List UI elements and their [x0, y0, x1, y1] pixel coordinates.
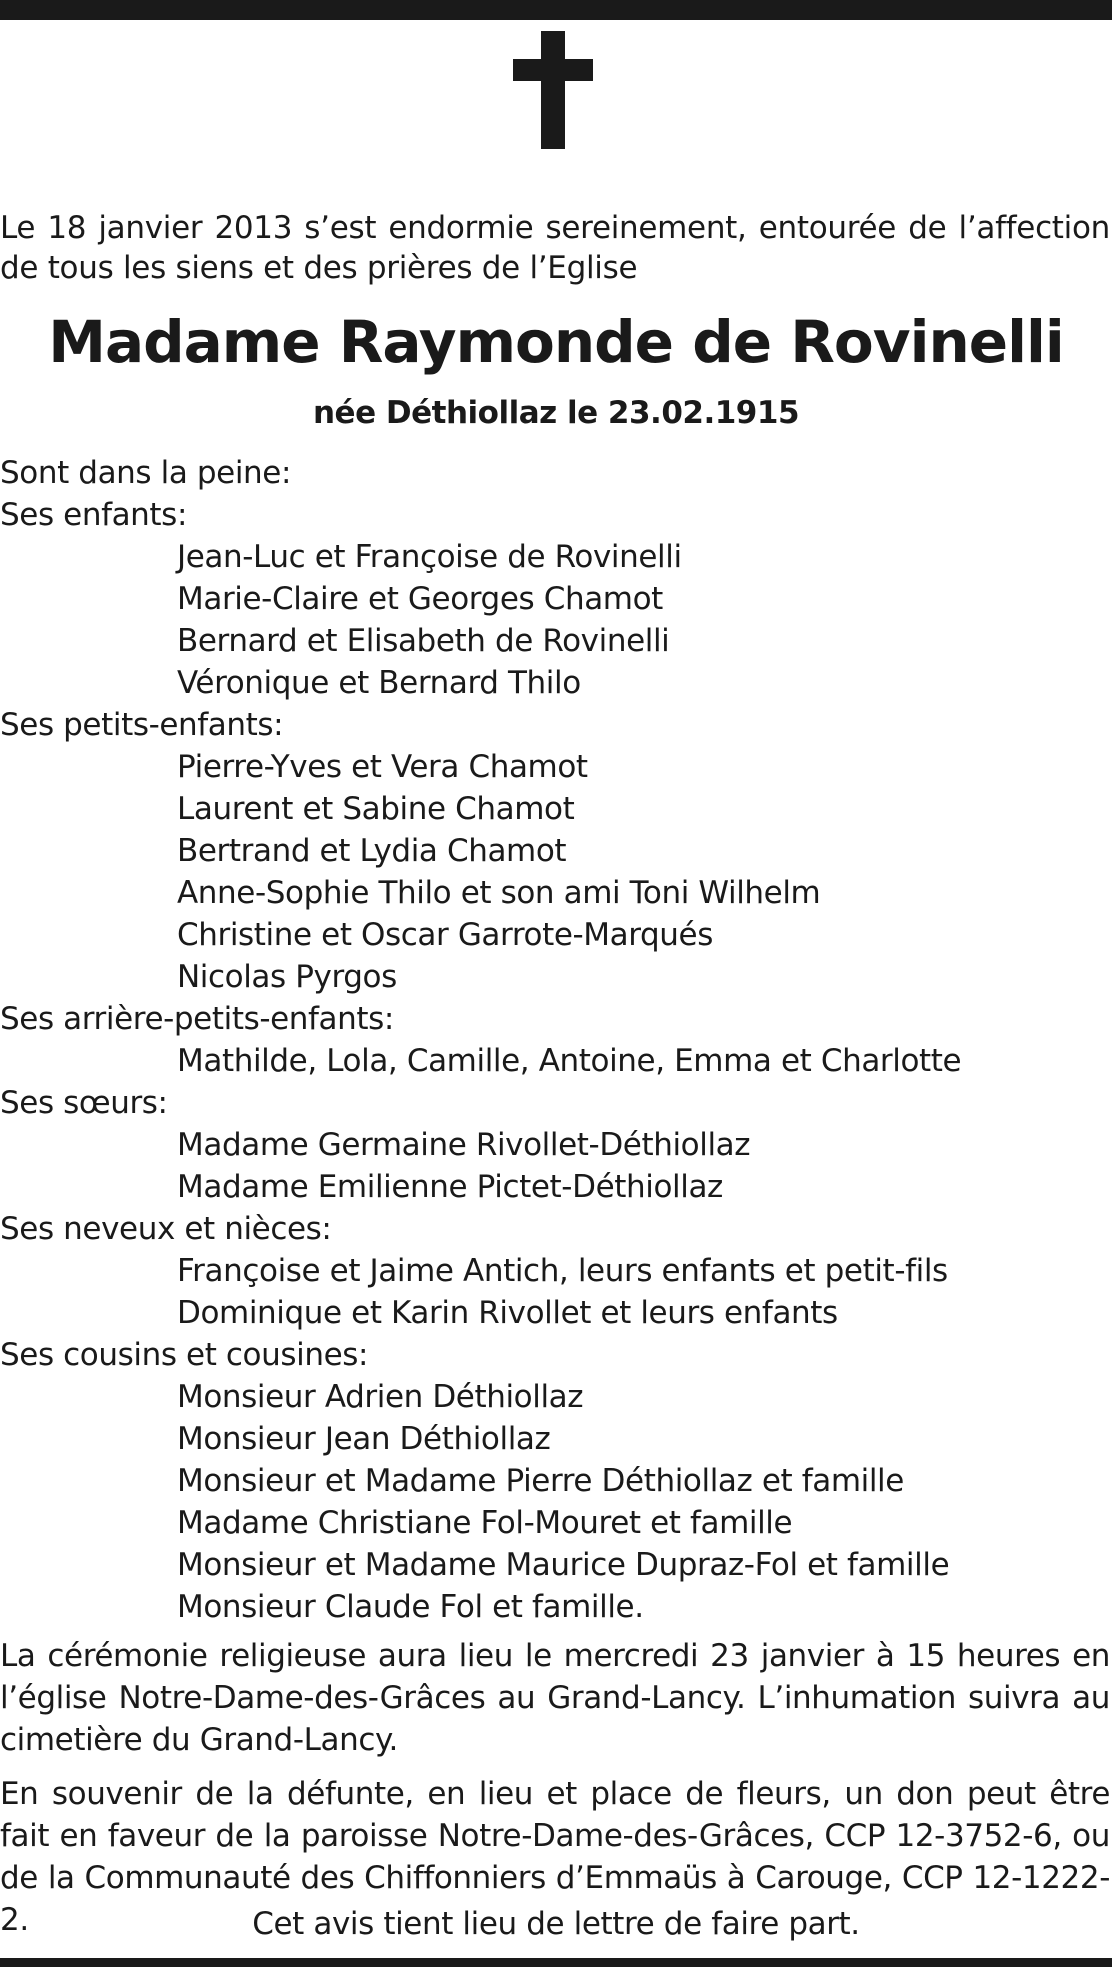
family-member: Jean-Luc et Françoise de Rovinelli	[177, 539, 682, 575]
family-member: Bertrand et Lydia Chamot	[177, 833, 567, 869]
bottom-border	[0, 1958, 1112, 1967]
donation-paragraph: En souvenir de la défunte, en lieu et place de fleurs, un don peut être fait en faveur de la paroisse Notre-Dame-des-Grâces, CCP 12-3752-6, ou de la Communauté des Chiffonniers d’Emmaüs à Carouge, CCP 12-1222-2.	[0, 1776, 1110, 1938]
family-member: Mathilde, Lola, Camille, Antoine, Emma et Charlotte	[177, 1043, 962, 1079]
mourning-heading: Sont dans la peine:	[0, 455, 292, 491]
family-member: Monsieur Adrien Déthiollaz	[177, 1379, 584, 1415]
family-member: Laurent et Sabine Chamot	[177, 791, 575, 827]
family-member: Marie-Claire et Georges Chamot	[177, 581, 663, 617]
family-member: Monsieur Jean Déthiollaz	[177, 1421, 551, 1457]
cross-icon	[513, 31, 593, 149]
top-border	[0, 0, 1112, 20]
ceremony-paragraph: La cérémonie religieuse aura lieu le mercredi 23 janvier à 15 heures en l’église Notre-Dame-des-Grâces au Grand-Lancy. L’inhumation suivra au cimetière du Grand-Lancy.	[0, 1638, 1110, 1758]
intro-line-1: Le 18 janvier 2013 s’est endormie sereinement, entourée de l’affection	[0, 210, 1110, 246]
birth-info: née Déthiollaz le 23.02.1915	[312, 395, 800, 431]
family-member: Françoise et Jaime Antich, leurs enfants et petit-fils	[177, 1253, 948, 1289]
family-member: Madame Germaine Rivollet-Déthiollaz	[177, 1127, 751, 1163]
family-member: Monsieur et Madame Maurice Dupraz-Fol et famille	[177, 1547, 950, 1583]
family-member: Anne-Sophie Thilo et son ami Toni Wilhelm	[177, 875, 821, 911]
group-heading: Ses arrière-petits-enfants:	[0, 1001, 394, 1037]
family-member: Véronique et Bernard Thilo	[177, 665, 581, 701]
family-member: Dominique et Karin Rivollet et leurs enfants	[177, 1295, 838, 1331]
intro-line-2: de tous les siens et des prières de l’Eglise	[0, 250, 638, 286]
family-member: Nicolas Pyrgos	[177, 959, 397, 995]
group-heading: Ses sœurs:	[0, 1085, 168, 1121]
family-member: Monsieur Claude Fol et famille.	[177, 1589, 644, 1625]
family-list	[0, 452, 1110, 1628]
family-member: Madame Christiane Fol-Mouret et famille	[177, 1505, 793, 1541]
intro-text	[0, 208, 1110, 288]
group-heading: Ses enfants:	[0, 497, 187, 533]
family-member: Pierre-Yves et Vera Chamot	[177, 749, 588, 785]
family-member: Bernard et Elisabeth de Rovinelli	[177, 623, 670, 659]
group-heading: Ses cousins et cousines:	[0, 1337, 369, 1373]
group-heading: Ses petits-enfants:	[0, 707, 284, 743]
family-member: Christine et Oscar Garrote-Marqués	[177, 917, 713, 953]
closing-note: Cet avis tient lieu de lettre de faire part.	[252, 1906, 860, 1942]
group-heading: Ses neveux et nièces:	[0, 1211, 332, 1247]
family-member: Monsieur et Madame Pierre Déthiollaz et famille	[177, 1463, 904, 1499]
family-member: Madame Emilienne Pictet-Déthiollaz	[177, 1169, 723, 1205]
deceased-name: Madame Raymonde de Rovinelli	[48, 308, 1064, 376]
